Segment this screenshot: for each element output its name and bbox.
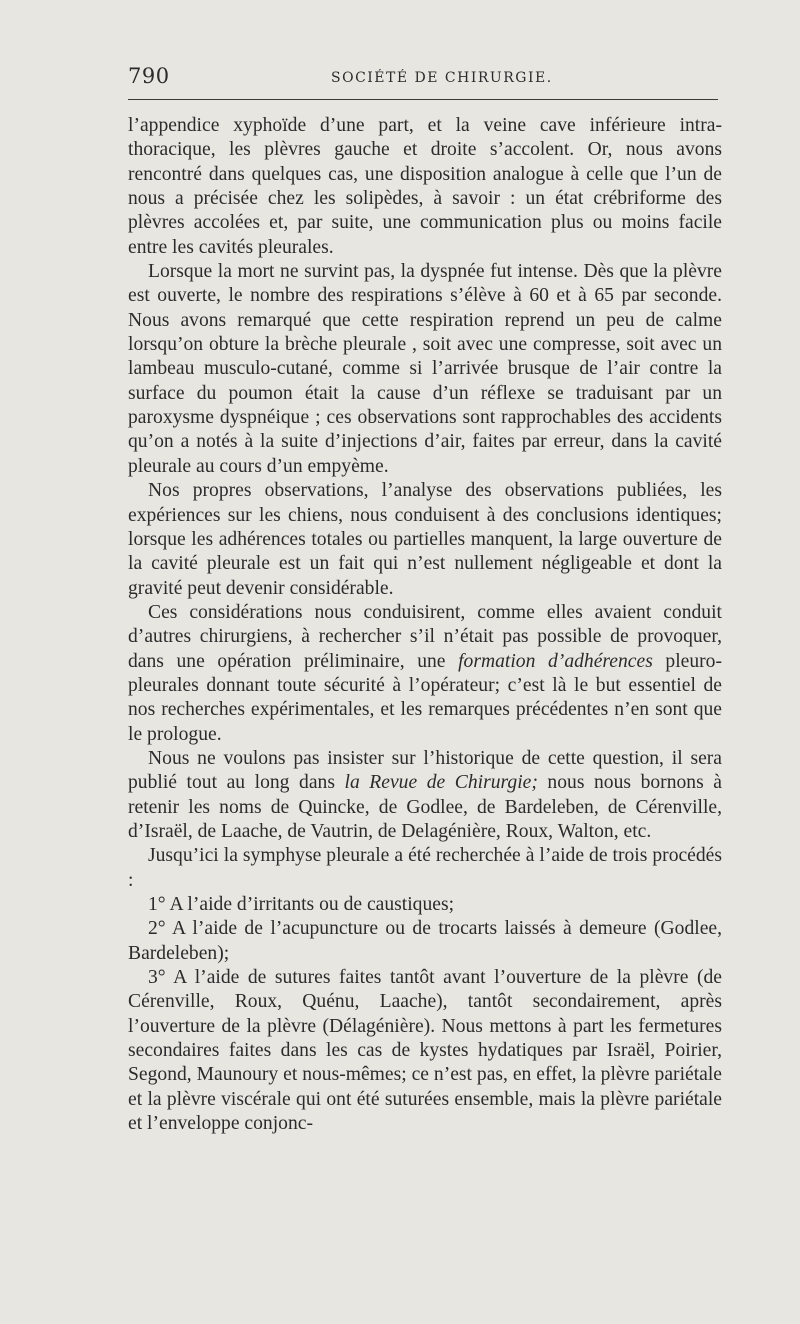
list-item: 2° A l’aide de l’acupuncture ou de trocarts laissés à demeure (Godlee, Bardeleben); [128, 918, 722, 964]
paragraph: Lorsque la mort ne survint pas, la dyspnée fut intense. Dès que la plèvre est ouverte, le nombre des respirations s’élève à 60 et à 65 par seconde. Nous avons remarqué que cette respiration reprend un peu de calme lorsqu’on obture la brèche pleurale , soit avec une compresse, soit avec un lambeau musculo-cutané, comme si l’arrivée brusque de l’air contre la surface du poumon était la cause d’un réflexe se traduisant par un paroxysme dyspnéique ; ces observations sont rapprochables des accidents qu’on a notés à la suite d’injections d’air, faites par erreur, dans la cavité pleurale au cours d’un empyème. [128, 261, 722, 477]
paragraph: Nos propres observations, l’analyse des observations publiées, les expériences sur les chiens, nous conduisent à des conclusions identiques; lorsque les adhérences totales ou partielles manquent, la large ouverture de la cavité pleurale est un fait qui n’est nullement négligeable et dont la gravité peut devenir considérable. [128, 480, 722, 599]
body-text [128, 114, 722, 1136]
paragraph-text: nous nous bornons à retenir les noms de Quincke, de Godlee, de Bardeleben, de Cérenville, d’Israël, de Laache, de Vautrin, de Delagénière, Roux, Walton, etc. [128, 772, 722, 842]
paragraph: Jusqu’ici la symphyse pleurale a été recherchée à l’aide de trois procédés : [128, 845, 722, 891]
paragraph-text: Nous ne voulons pas insister sur l’historique de cette question, il sera publié tout au long dans [128, 747, 722, 794]
header-rule [128, 99, 718, 100]
paragraph: l’appendice xyphoïde d’une part, et la veine cave inférieure intra-thoracique, les plèvres gauche et droite s’accolent. Or, nous avons rencontré dans quelques cas, une disposition analogue à celle que l’un de nous a précisée chez les solipèdes, à savoir : un état crébriforme des plèvres accolées et, par suite, une communication plus ou moins facile entre les cavités pleurales. [128, 115, 722, 258]
page-number: 790 [128, 64, 170, 88]
journal-title: la Revue de Chirurgie; [344, 772, 538, 794]
paragraph [128, 601, 722, 747]
page-header [128, 62, 718, 96]
paragraph-text: Ces considérations nous conduisirent, comme elles avaient conduit d’autres chirurgiens, à rechercher s’il n’était pas possible de provoquer, dans une opération préliminaire, une [128, 601, 722, 672]
italic-term: formation d’adhérences [458, 650, 653, 672]
paragraph [128, 747, 722, 844]
paragraph-text: pleuro-pleurales donnant toute sécurité à l’opérateur; c’est là le but essentiel de nos recherches expérimentales, et les remarques précédentes n’en sont que le prologue. [128, 650, 723, 745]
list-item: 3° A l’aide de sutures faites tantôt avant l’ouverture de la plèvre (de Cérenville, Roux, Quénu, Laache), tantôt secondairement, après l’ouverture de la plèvre (Délagénière). Nous mettons à part les fermetures secondaires faites dans les cas de kystes hydatiques par Israël, Poirier, Segond, Maunoury et nous-mêmes; ce n’est pas, en effet, la plèvre pariétale et la plèvre viscérale qui ont été suturées ensemble, mais la plèvre pariétale et l’enveloppe conjonc- [128, 967, 722, 1135]
list-item: 1° A l’aide d’irritants ou de caustiques; [148, 894, 455, 915]
running-title: SOCIÉTÉ DE CHIRURGIE. [331, 70, 553, 86]
